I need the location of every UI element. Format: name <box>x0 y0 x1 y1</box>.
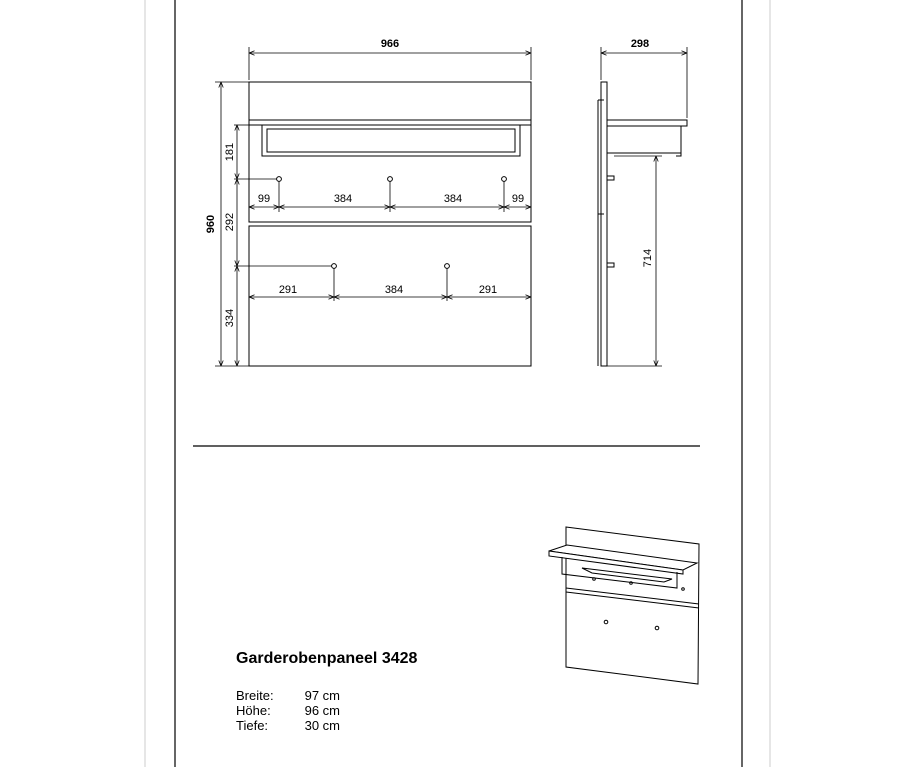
upper-hook-spacing-label: 384 <box>443 193 463 205</box>
upper-hook-spacing-label: 99 <box>511 193 525 205</box>
side-panel-outline <box>601 82 607 366</box>
side-rail-profile <box>676 126 681 156</box>
lower-hook-right <box>445 264 450 269</box>
side-dimension-lines <box>601 47 687 366</box>
lower-hook-spacing-label: 291 <box>478 284 498 296</box>
product-title: Garderobenpaneel 3428 <box>236 650 418 667</box>
spec-row-depth <box>236 718 417 733</box>
spec-value: 97 cm <box>304 688 340 703</box>
spec-value: 30 cm <box>304 718 340 733</box>
coat-rail-outline <box>262 125 520 156</box>
lower-hook-left <box>332 264 337 269</box>
front-dimension-lines <box>215 47 531 366</box>
upper-hook-left <box>277 177 282 182</box>
upper-hook-spacing-label: 99 <box>257 193 271 205</box>
height-dimension-label: 960 <box>205 214 217 234</box>
width-dimension-label: 966 <box>380 38 400 50</box>
spec-row-width <box>236 688 417 703</box>
perspective-hook <box>630 582 633 585</box>
lower-hook-spacing-label: 291 <box>278 284 298 296</box>
top-panel-outline <box>249 82 531 120</box>
rail-height-dimension-label: 714 <box>642 248 654 268</box>
shelf-outline <box>249 120 531 125</box>
upper-hook-spacing-label: 384 <box>333 193 353 205</box>
perspective-illustration <box>549 527 699 684</box>
product-spec-list <box>236 688 417 733</box>
side-hook-lower <box>607 263 614 267</box>
perspective-hook <box>593 578 596 581</box>
spec-label: Höhe: <box>236 703 271 718</box>
spec-value: 96 cm <box>304 703 340 718</box>
upper-section-dimension-label: 181 <box>224 142 236 162</box>
upper-hook-center <box>388 177 393 182</box>
perspective-hook <box>604 620 608 624</box>
lower-panel-outline <box>249 226 531 366</box>
product-title-block <box>236 650 417 733</box>
lower-section-dimension-label: 334 <box>224 308 236 328</box>
spec-label: Breite: <box>236 688 274 703</box>
lower-hook-spacing-label: 384 <box>384 284 404 296</box>
side-shelf-outline <box>607 120 687 126</box>
perspective-panel-divider <box>566 592 699 608</box>
side-hook-upper <box>607 176 614 180</box>
front-view <box>249 82 531 366</box>
spec-row-height <box>236 703 417 718</box>
perspective-panel-divider <box>566 588 699 604</box>
perspective-hook <box>655 626 659 630</box>
coat-rail-inner <box>267 129 515 152</box>
spec-label: Tiefe: <box>236 718 269 733</box>
depth-dimension-label: 298 <box>630 38 650 50</box>
side-view <box>598 82 687 366</box>
upper-hook-right <box>502 177 507 182</box>
middle-section-dimension-label: 292 <box>224 212 236 232</box>
perspective-hook <box>682 588 685 591</box>
